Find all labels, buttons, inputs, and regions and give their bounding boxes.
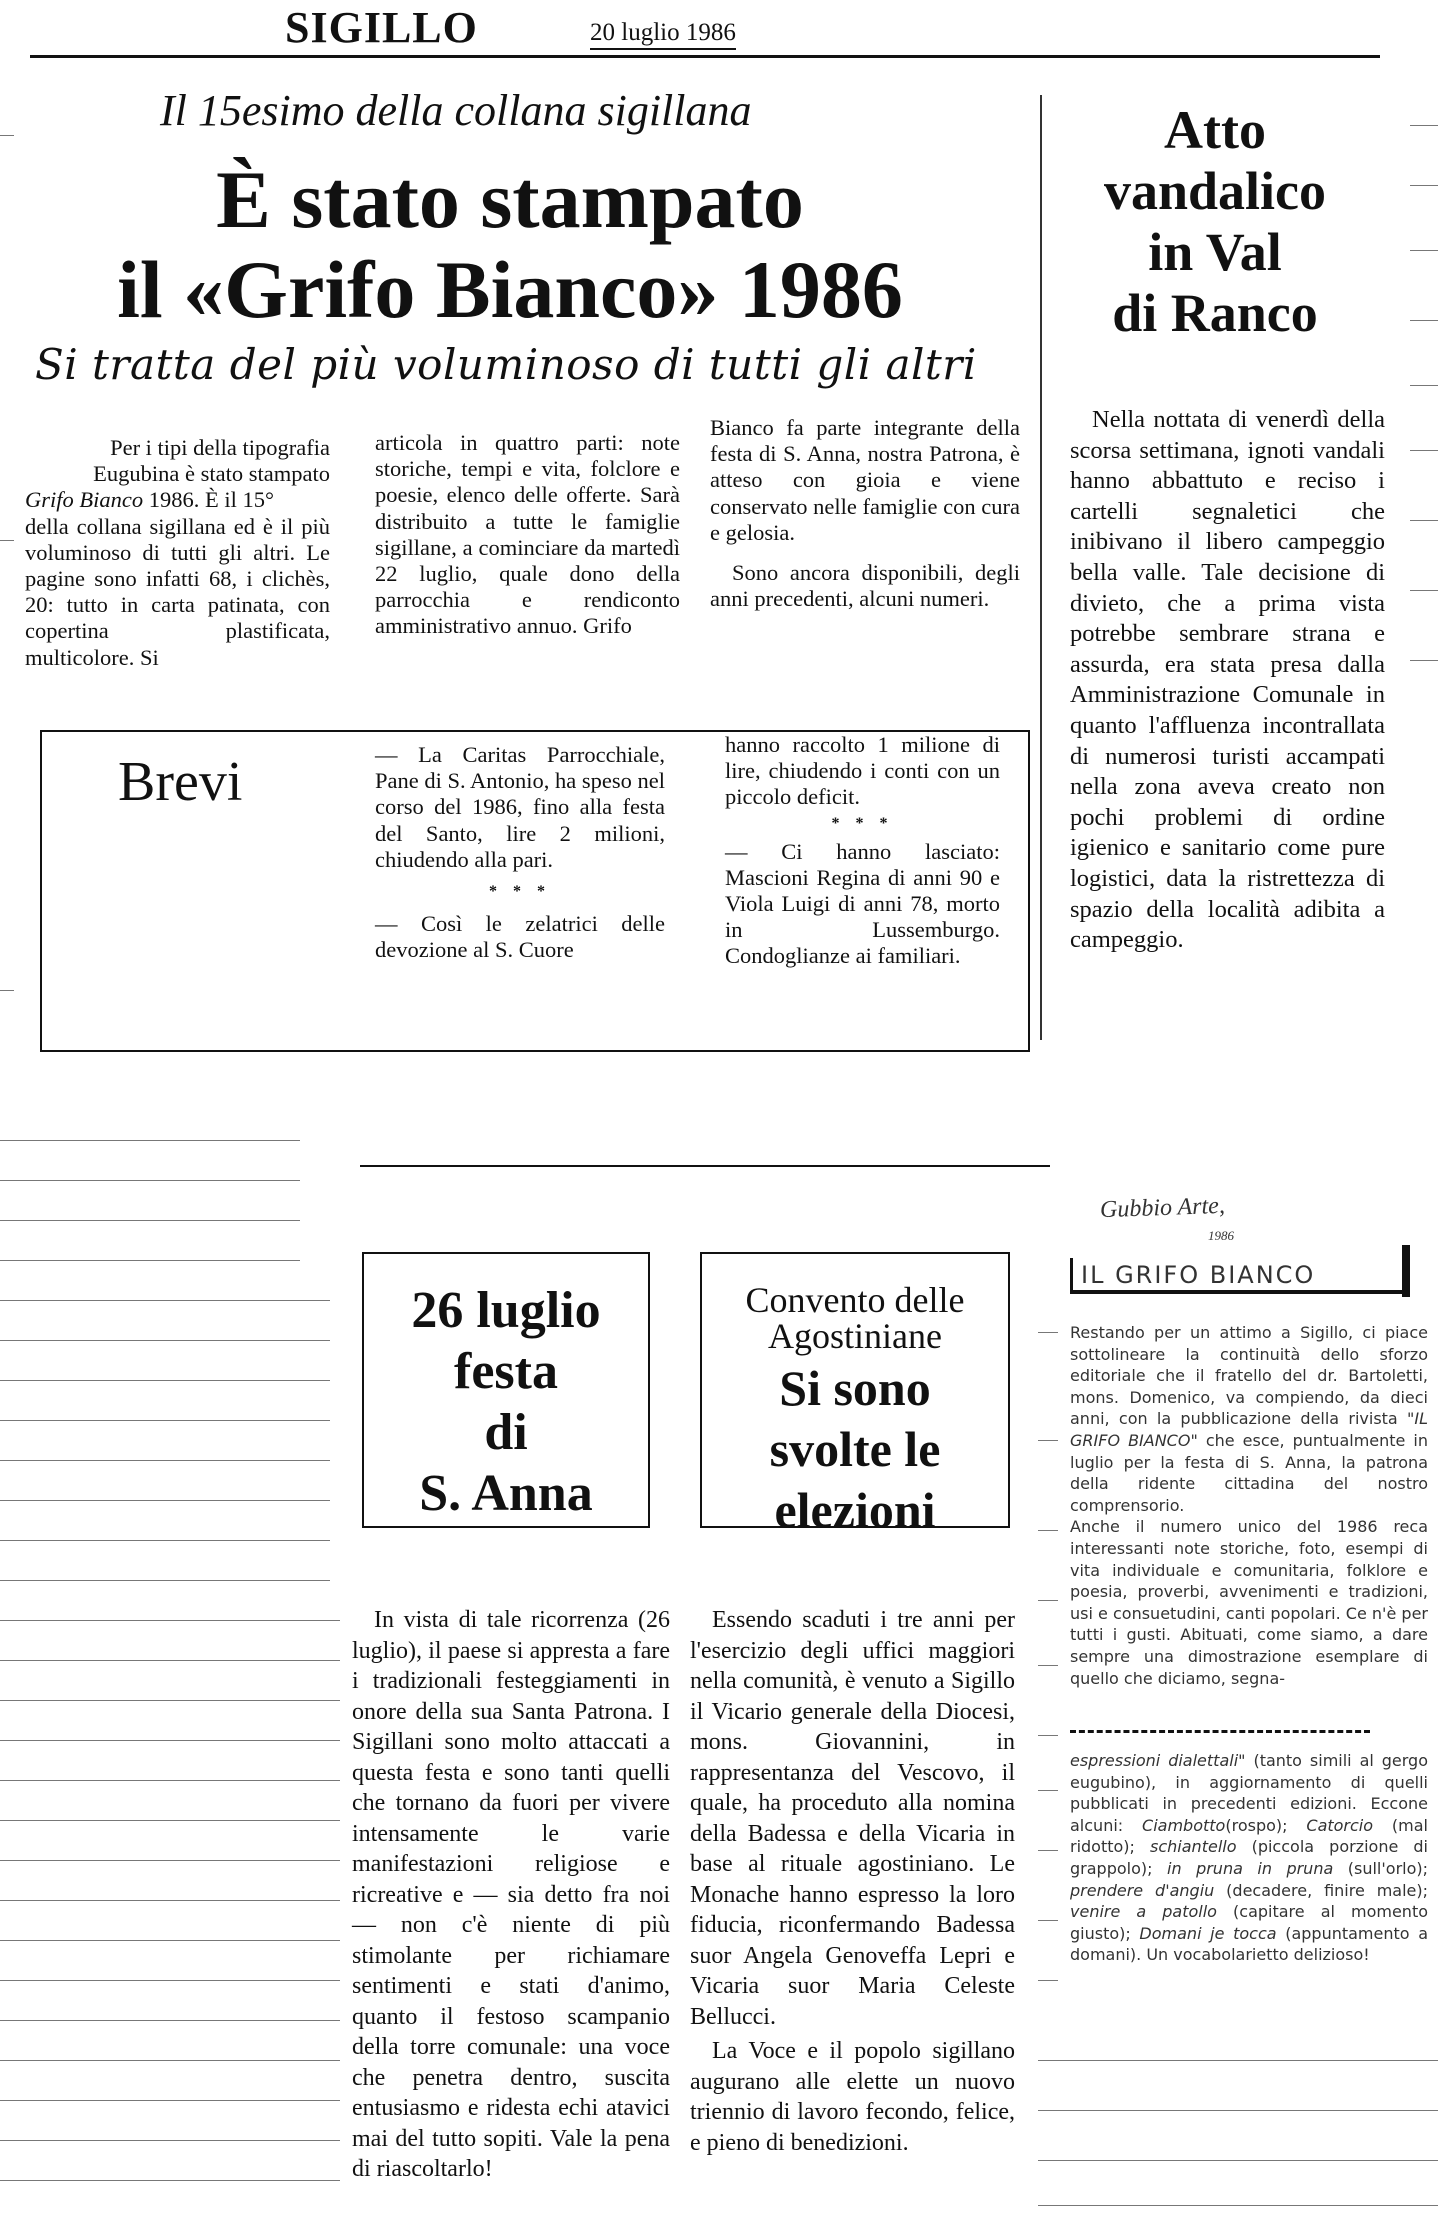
clipping-handwriting-1: Gubbio Arte, [1099, 1192, 1226, 1224]
lead-headline-line-2: il «Grifo Bianco» 1986 [117, 244, 903, 335]
brevi-separator-1: * * * [489, 883, 551, 901]
clipping-p3: espressioni dialettali" (tanto simili al gergo eugubino), in aggiornamento di quelli pubblicati in precedenti edizioni. Eccone alcuni: Ciambotto(rospo); Catorcio (mal ridotto); schiantello (piccola porzione di grappolo); in pruna in pruna (sull'orlo); prendere d'angiu (decadere, finire male); venire a patollo (capitare al momento giusto); Domani je tocca (appuntamento a domani). Un vocabolarietto delizioso! [1070, 1751, 1429, 1965]
atto-headline-line-2: vandalico [1103, 161, 1327, 221]
lead-col3-p2: Sono ancora disponibili, degli anni precedenti, alcuni numeri. [710, 560, 1020, 612]
lead-headline-line-1: È stato stampato [216, 154, 804, 245]
clipping-p2: Anche il numero unico del 1986 reca interessanti note storiche, foto, esempi di vita individuale e comunitaria, folklore e poesia, proverbi, avvenimenti e tradizioni, usi e consuetudini, canti popolari. Ce n'è per tutti i gusti. Abituati, come siamo, a dare sempre una dimostrazione esemplare di quello che diciamo, segna- [1070, 1517, 1428, 1688]
lead-col1-publication-title: Grifo Bianco [25, 487, 144, 513]
clipping-title-hook [1402, 1245, 1410, 1297]
atto-body: Nella nottata di venerdì della scorsa settimana, ignoti vandali hanno abbattuto e reciso i cartelli segnaletici che inibivano il libero campeggio bella valle. Tale decisione di divieto, che a prima vista potrebbe sembrare strana e assurda, era stata presa dalla Amministrazione Comunale in quanto l'affluenza incontrallata di numerosi turisti accampati nella zona aveva creato non pochi problemi di ordine igienico e sanitario come pure logistici, data la ristrettezza di spazio della località adibita a campeggio. [1070, 406, 1385, 954]
lead-column-3 [710, 415, 1020, 612]
brevi-separator-2: * * * [831, 814, 894, 832]
masthead-paper-name: SIGILLO [285, 3, 478, 52]
clipping-body-bottom [1070, 1750, 1428, 1966]
brevi-column-1 [375, 742, 665, 963]
anna-body: In vista di tale ricorrenza (26 luglio), il paese si appresta a fare i tradizionali festeggiamenti in onore della sua Santa Patrona. I Sigillani sono molto attaccati a questa festa e sono tanti quelli che tornano da fuori per vivere intensamente le varie manifestazioni religiose e ricreative e — sia detto fra noi — non c'è niente di più stimolante per richiamare sentimenti e stati d'animo, quanto il festoso scampanio della torre comunale: una voce che penetra dentro, suscita entusiasmo e ridesta echi atavici mai del tutto sopiti. Vale la pena di riascoltarlo! [352, 1607, 670, 2182]
brevi-title: Brevi [118, 751, 243, 813]
convento-headline-line-3: elezioni [774, 1482, 936, 1538]
clipping-title: IL GRIFO BIANCO [1070, 1258, 1410, 1294]
lead-kicker: Il 15esimo della collana sigillana [160, 86, 752, 135]
atto-headline-line-3: in Val [1148, 222, 1282, 282]
anna-headline-line-3: di [484, 1404, 528, 1461]
clipping-body-top [1070, 1322, 1428, 1689]
convento-p2: La Voce e il popolo sigillano augurano alle elette un nuovo triennio di lavoro fecondo, felice, e pieno di benedizioni. [690, 2038, 1015, 2156]
lead-col1-line-2: Eugubina è stato stampato [93, 461, 330, 487]
masthead-rule [30, 55, 1380, 58]
convento-headline-box [700, 1252, 1010, 1538]
convento-headline-line-1: Si sono [779, 1360, 931, 1416]
atto-headline-line-1: Atto [1164, 100, 1266, 160]
convento-kicker-line-1: Convento delle [745, 1280, 965, 1320]
clipping-handwriting-2: 1986 [1208, 1228, 1234, 1243]
atto-headline-line-4: di Ranco [1112, 283, 1318, 343]
brevi-item-1: — La Caritas Parrocchiale, Pane di S. Antonio, ha speso nel corso del 1986, fino alla festa del Santo, lire 2 milioni, chiudendo alla pari. [375, 742, 665, 872]
brevi-item-2-end: hanno raccolto 1 milione di lire, chiudendo i conti con un piccolo deficit. [725, 732, 1000, 810]
brevi-column-2 [725, 732, 1000, 970]
masthead-date: 20 luglio 1986 [590, 18, 736, 50]
convento-headline-line-2: svolte le [769, 1421, 941, 1477]
clipping-rivista-title: "IL GRIFO BIANCO" [1070, 1409, 1428, 1450]
convento-kicker-line-2: Agostiniane [768, 1316, 942, 1356]
anna-headline-line-4: S. Anna [419, 1465, 593, 1522]
lead-col1-rest: della collana sigillana ed è il più voluminoso di tutti gli altri. Le pagine sono infatti 68, i clichès, 20: tutto in carta patinata, con copertina plastificata, multicolore. Si [25, 513, 330, 670]
convento-body [690, 1605, 1015, 2158]
clipping-torn-edge [1070, 1730, 1370, 1733]
lead-col3-p1: Bianco fa parte integrante della festa di S. Anna, nostra Patrona, è atteso con gioia e viene conservato nelle famiglie con cura e gelosia. [710, 415, 1020, 545]
lead-column-1 [25, 435, 330, 671]
lead-col1-title-tail: 1986. È il 15° [143, 487, 274, 513]
brevi-item-2-start: — Così le zelatrici delle devozione al S. Cuore [375, 911, 665, 963]
lead-column-2: articola in quattro parti: note storiche, tempi e vita, folclore e poesie, elenco delle offerte. Sarà distribuito a tutte le famiglie sigillane, a cominciare da martedì 22 luglio, quale dono della parrocchia e rendiconto amministrativo annuo. Grifo [375, 430, 680, 639]
atto-left-rule [1040, 95, 1042, 1040]
brevi-item-3: — Ci hanno lasciato: Mascioni Regina di anni 90 e Viola Luigi di anni 78, morto in Lussemburgo. Condoglianze ai familiari. [725, 838, 1000, 969]
anna-headline-line-1: 26 luglio [411, 1282, 601, 1339]
convento-p1: Essendo scaduti i tre anni per l'esercizio degli uffici maggiori nella comunità, è venuto a Sigillo il Vicario generale della Diocesi, mons. Giovannini, in rappresentanza del Vescovo, il quale, ha proceduto alla nomina della Badessa e della Vicaria in base al rituale agostiniano. Le Monache hanno espresso la loro fiducia, riconfermando Badessa suor Angela Genoveffa Lepri e Vicaria suor Maria Celeste Bellucci. [690, 1607, 1015, 2030]
section-rule-lower [360, 1165, 1050, 1167]
anna-headline-box [362, 1252, 650, 1528]
clipping-p1: Restando per un attimo a Sigillo, ci piace sottolineare la continuità dello sforzo editoriale che il fratello del dr. Bartoletti, mons. Domenico, va compiendo, da dieci anni, con la pubblicazione della rivista "IL GRIFO BIANCO" che esce, puntualmente in luglio per la festa di S. Anna, la patrona della ridente cittadina del nostro comprensorio. [1070, 1323, 1429, 1515]
atto-headline [1065, 100, 1365, 344]
lead-subhead: Si tratta del più voluminoso di tutti gli altri [35, 340, 977, 389]
lead-col1-line-1: Per i tipi della tipografia [110, 435, 330, 460]
anna-headline-line-2: festa [454, 1343, 558, 1400]
